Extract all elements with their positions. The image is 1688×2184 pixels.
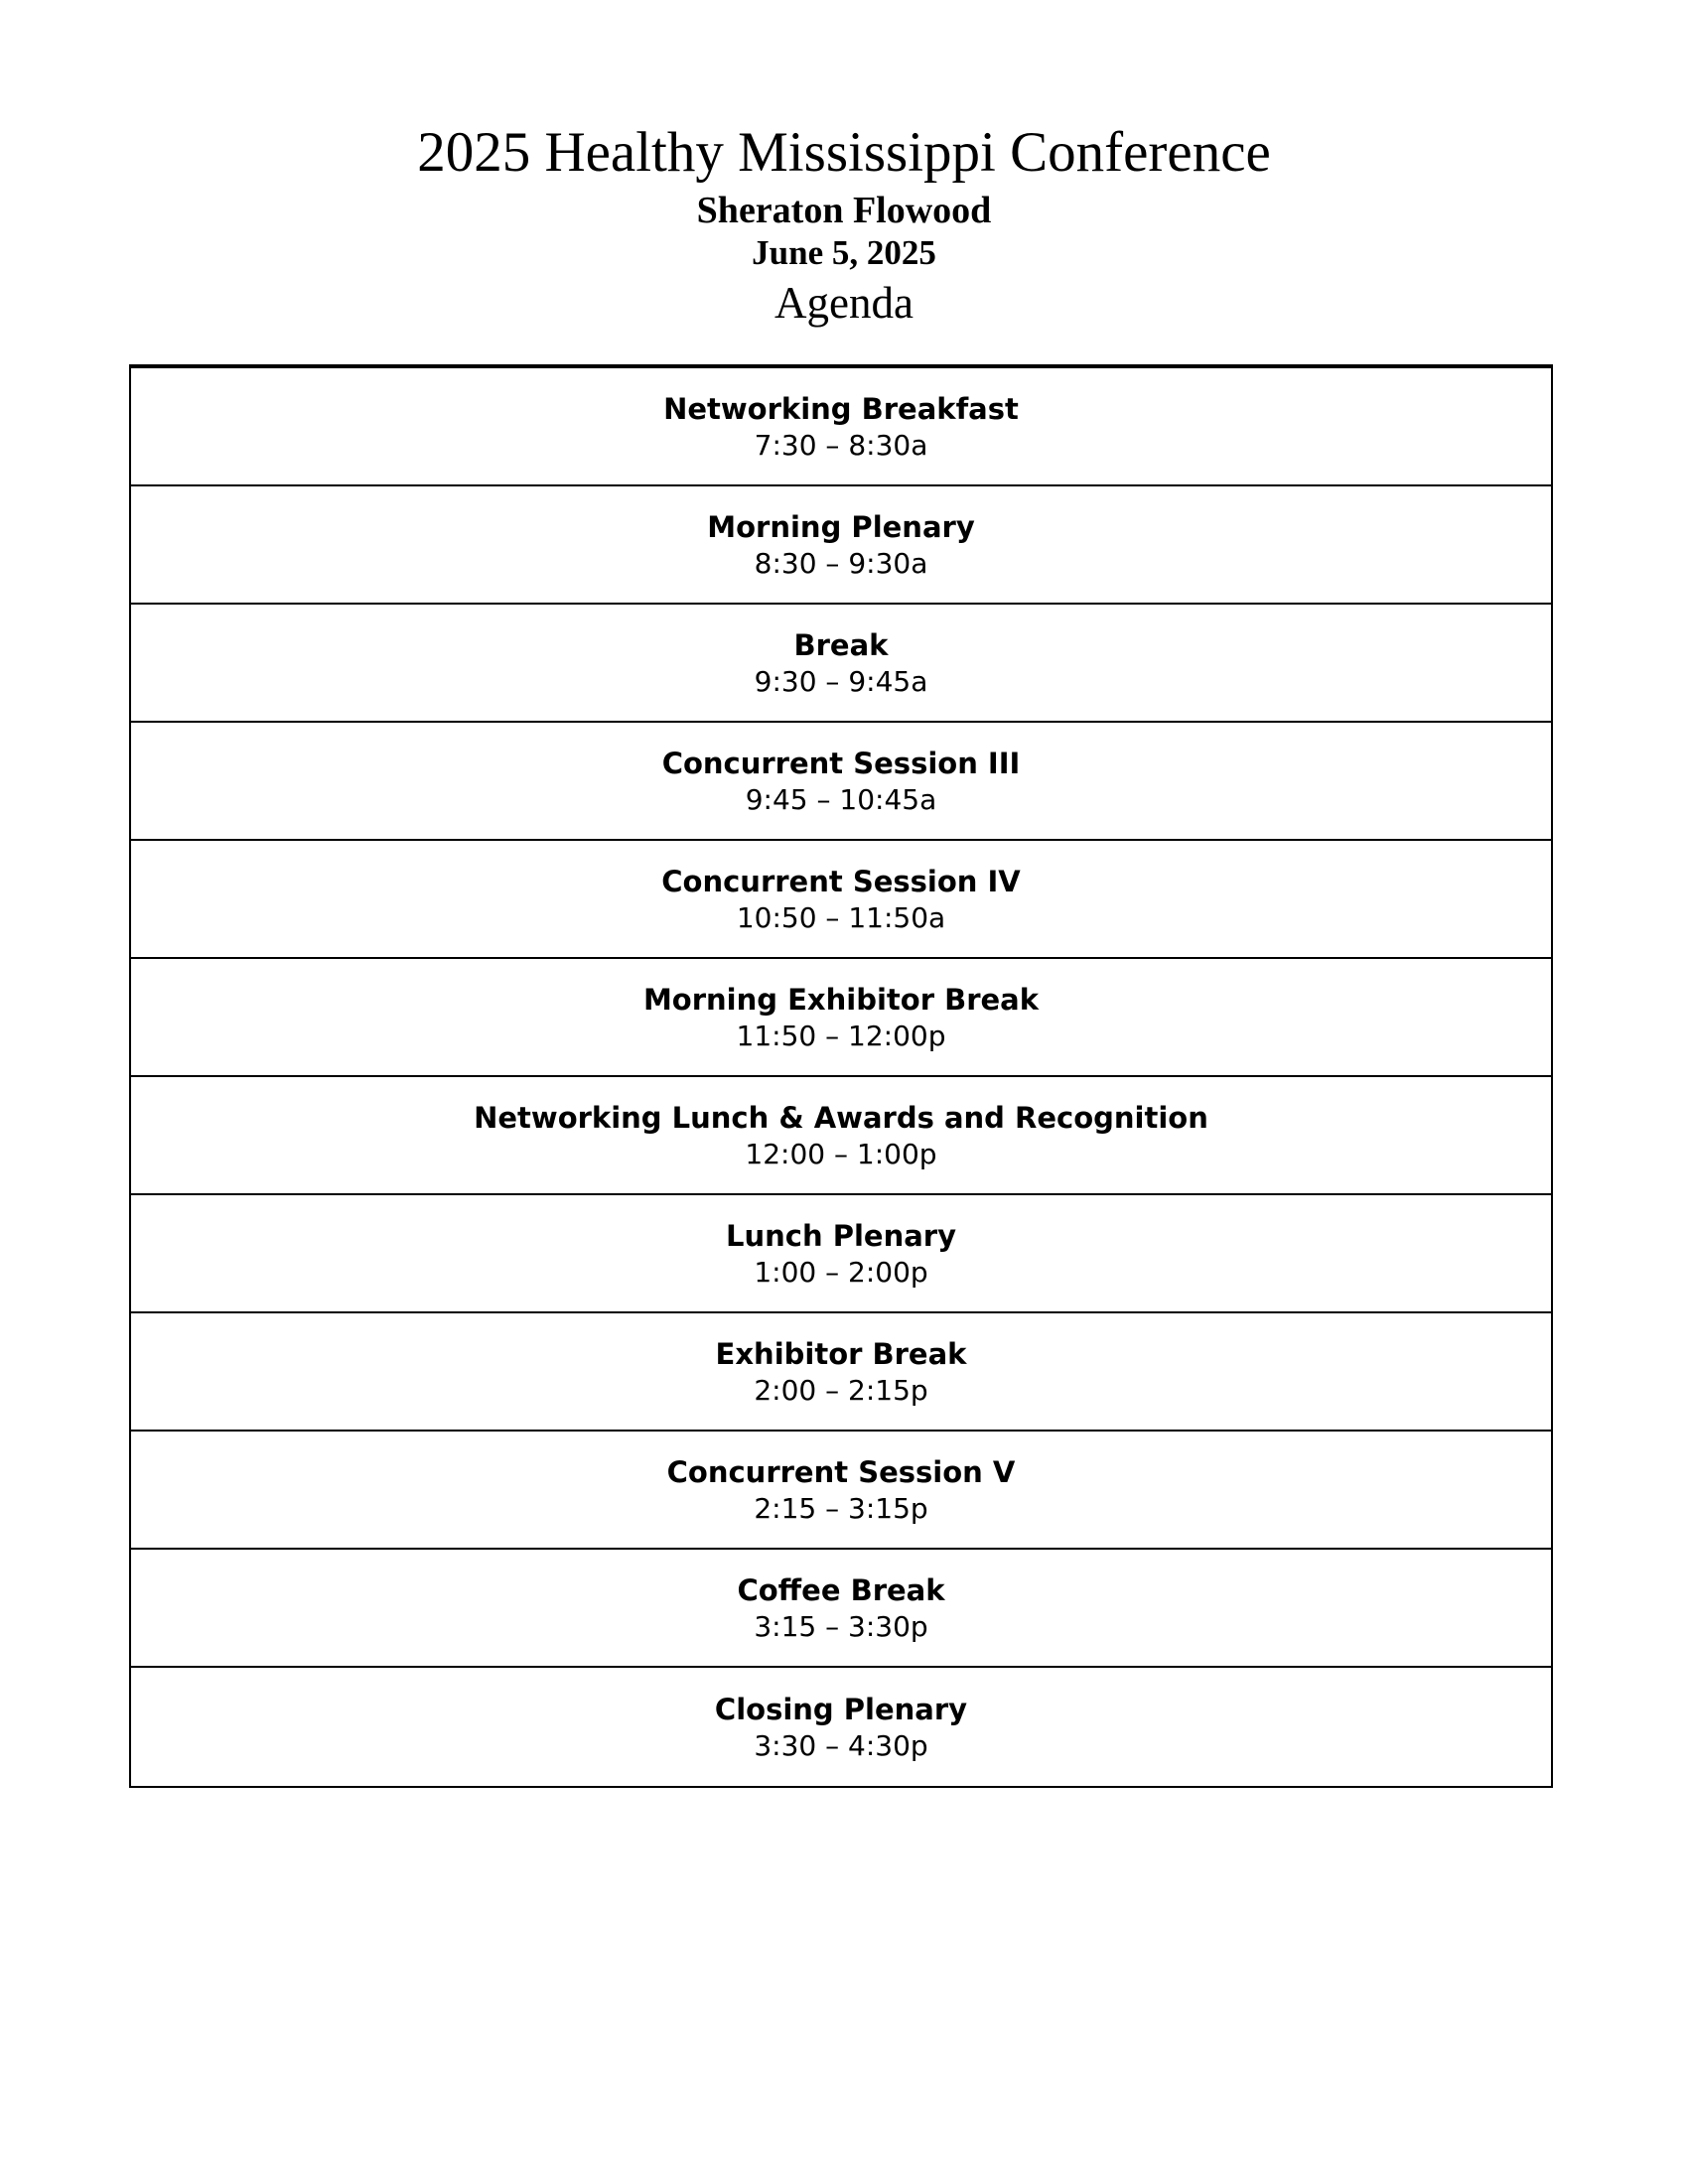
agenda-row	[131, 841, 1551, 959]
session-time: 8:30 – 9:30a	[754, 546, 928, 580]
conference-title: 2025 Healthy Mississippi Conference	[417, 121, 1271, 184]
session-time: 7:30 – 8:30a	[754, 428, 928, 462]
agenda-row	[131, 959, 1551, 1077]
session-time: 1:00 – 2:00p	[754, 1255, 928, 1289]
session-name: Break	[793, 627, 889, 662]
session-time: 2:00 – 2:15p	[754, 1373, 928, 1407]
session-name: Networking Lunch & Awards and Recognition	[474, 1100, 1208, 1135]
agenda-row	[131, 1432, 1551, 1550]
agenda-row	[131, 486, 1551, 605]
agenda-table	[129, 364, 1553, 1788]
session-time: 9:30 – 9:45a	[754, 664, 928, 698]
agenda-row	[131, 1550, 1551, 1668]
document-header	[0, 117, 1688, 332]
agenda-heading: Agenda	[774, 278, 914, 328]
session-name: Closing Plenary	[714, 1692, 968, 1726]
session-name: Lunch Plenary	[726, 1218, 956, 1253]
session-name: Coffee Break	[737, 1572, 945, 1607]
agenda-row	[131, 368, 1551, 486]
session-name: Concurrent Session IV	[661, 864, 1021, 898]
agenda-row	[131, 1668, 1551, 1786]
session-name: Morning Exhibitor Break	[642, 982, 1040, 1017]
session-name: Morning Plenary	[707, 509, 975, 544]
session-name: Networking Breakfast	[663, 391, 1019, 426]
event-date: June 5, 2025	[752, 233, 936, 272]
agenda-row	[131, 1195, 1551, 1313]
session-time: 9:45 – 10:45a	[745, 782, 937, 816]
agenda-row	[131, 723, 1551, 841]
session-time: 3:30 – 4:30p	[754, 1728, 928, 1762]
session-name: Exhibitor Break	[715, 1336, 967, 1371]
session-time: 2:15 – 3:15p	[754, 1491, 928, 1525]
session-name: Concurrent Session V	[666, 1454, 1016, 1489]
agenda-row	[131, 605, 1551, 723]
session-name: Concurrent Session III	[661, 746, 1021, 780]
agenda-row	[131, 1313, 1551, 1432]
venue-name: Sheraton Flowood	[696, 190, 992, 231]
session-time: 10:50 – 11:50a	[736, 900, 946, 934]
agenda-row	[131, 1077, 1551, 1195]
session-time: 11:50 – 12:00p	[736, 1019, 946, 1052]
session-time: 12:00 – 1:00p	[745, 1137, 937, 1170]
session-time: 3:15 – 3:30p	[754, 1609, 928, 1643]
